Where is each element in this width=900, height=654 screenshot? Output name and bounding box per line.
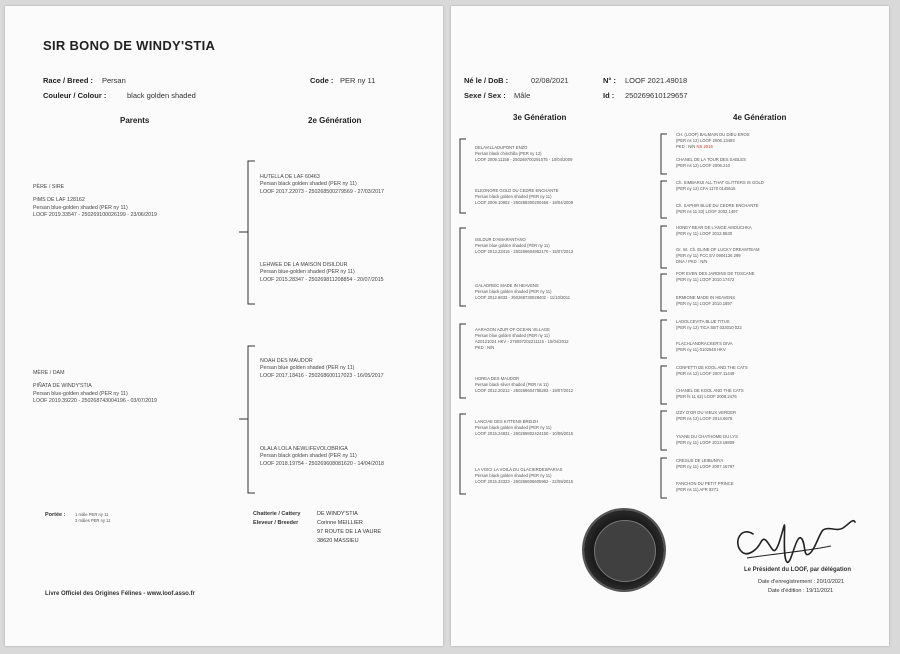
gen4-name: CHANEL DE LA TOUR DES SABLES (676, 157, 746, 162)
id-value: 250269610129657 (625, 91, 688, 100)
gen4-name: CH. (LOOF) BALMAIN DU DIEU EROS (676, 132, 750, 137)
eleveur-label: Eleveur / Breeder (253, 520, 299, 526)
gen4-name: IZZY D'OR DU VIEUX VERGER (676, 410, 737, 415)
gen4-reg: (PER ns 12) LOOF 2006.13493 (676, 138, 735, 143)
chatterie-value: DE WINDY'STIA (317, 511, 358, 517)
gen3-reg: LOOF 2012.20212 - 250269604758283 - 19/07/2012 (475, 388, 574, 393)
date-enregistrement: Date d'enregistrement : 20/10/2021 (758, 579, 845, 585)
portee-label: Portée : (45, 512, 66, 518)
number-label: N° : (603, 76, 616, 85)
breeder-name: Corinne MEILLIER (317, 520, 363, 526)
gen4-reg: (PER ns 11) AFR 9271 (676, 487, 719, 492)
breeder-city: 38620 MASSIEU (317, 538, 359, 544)
portee-line: 1 mâle PER ny 11 (75, 512, 109, 517)
sexe-label: Sexe / Sex : (464, 91, 506, 100)
couleur-label: Couleur / Colour : (43, 91, 107, 100)
gen3-desc: Persan black silver shaded (PER ns 11) (475, 382, 549, 387)
gen4-reg: (PER ny 11) LOOF 2013.19809 (676, 440, 735, 445)
cat-name-title: SIR BONO DE WINDY'STIA (43, 38, 216, 53)
id-label: Id : (603, 91, 615, 100)
gen4-pkd-text: PKD : N/N (676, 144, 696, 149)
gen4-reg: (PER ny 11) LOOF 2010.17472 (676, 277, 735, 282)
breeder-address: 97 ROUTE DE LA VAURE (317, 529, 382, 535)
code-value: PER ny 11 (340, 76, 376, 85)
gen2-desc: Persan blue-golden shaded (PER ny 11) (260, 269, 355, 276)
dam-name: PIÑATA DE WINDY'STIA (33, 383, 92, 390)
gen3-desc: Persan blue golden shaded (PER ny 11) (475, 333, 550, 338)
gen3-pkd: PKD : N/N (475, 345, 495, 350)
gen3-name: AARAGON AZUR OF OCEAN VILLAGE (475, 327, 550, 332)
gen2-name: OLALA LOLA NEWLIFEVOLOBRIGA (260, 446, 348, 452)
dam-reg: LOOF 2019.39220 - 250268743004196 - 03/07/2019 (33, 398, 157, 405)
gen3-reg: LOOF 2009.10902 - 250268300200456 - 18/04/2009 (475, 200, 574, 205)
gen4-reg: (PER ny 12) TICA SBT 033010 022 (676, 325, 742, 330)
gen4-name: LADOLCEVITA BLUE TITUS (676, 319, 730, 324)
chatterie-label: Chatterie / Cattery (253, 511, 301, 517)
dob-value: 02/08/2021 (531, 76, 569, 85)
gen4-reg: (PER ny 11) FCC EV 0904126 299 (676, 253, 741, 258)
gen2-desc: Persan blue golden shaded (PER ny 11) (260, 365, 355, 372)
gen3-name: DELAVILLADUPONT ENZO (475, 145, 528, 150)
left-bracket-lines (5, 6, 443, 646)
date-edition: Date d'édition : 19/11/2021 (768, 588, 834, 594)
pedigree-left-page (5, 6, 443, 646)
sire-name: PiMS DE LAF 128162 (33, 197, 85, 204)
sire-desc: Persan blue-golden shaded (PER ny 11) (33, 204, 128, 211)
header-gen2: 2e Génération (308, 116, 362, 125)
gen3-name: LA VOICI LA VOILÀ DU GLACIERDESPARIAS (475, 467, 563, 472)
gen2-reg: LOOF 2015.28347 - 250269811208854 - 20/07/2015 (260, 276, 384, 283)
gen4-reg: (PER ny 11) LOOF 2012.8530 (676, 231, 733, 236)
gen4-reg: (PER ns 11 33) LOOF 2002.1497 (676, 209, 738, 214)
gen4-dna: DNA / PKD : N/N (676, 259, 708, 264)
gen3-desc: Persan black golden shaded (PER ny 11) (475, 194, 552, 199)
gen4-reg: (PER ny 12) CFA 1170 0145515 (676, 186, 736, 191)
gen2-reg: LOOF 2017.22073 - 250268500279569 - 27/03/2017 (260, 188, 384, 195)
race-value: Persan (102, 76, 126, 85)
portee-values (75, 512, 111, 524)
president-caption: Le Président du LOOF, par délégation (744, 567, 852, 573)
gen2-desc: Persan black golden shaded (PER ny 11) (260, 453, 357, 460)
dam-desc: Persan blue-golden shaded (PER ny 11) (33, 390, 128, 397)
sire-role: PÈRE / SIRE (33, 184, 65, 190)
gen4-name: FLACHLANDRACKER'S DIVA (676, 341, 733, 346)
cattery-labels (253, 510, 300, 528)
gen2-entry (260, 174, 384, 196)
gen4-reg: (PER ny 11) 0102548 HKV (676, 347, 726, 352)
livre-officiel: Livre Officiel des Origines Félines - www.loof.asso.fr (45, 591, 195, 597)
gen4-name: FOR EVEN DES JARDINS DE TOSCANE (676, 271, 755, 276)
header-gen4: 4e Génération (733, 113, 787, 122)
gen4-reg: (PER ny 11) LOOF 2010.1697 (676, 301, 733, 306)
cattery-values (317, 510, 381, 546)
gen2-entry (260, 262, 384, 284)
gen4-name: FANCHON DU PETIT PRINCE (676, 481, 734, 486)
gen4-pkd-red: NS 2016 (696, 144, 713, 149)
gen4-name: Ch. SIMBARIJI ALL THAT GLITTERS IS GOLD (676, 180, 764, 185)
gen3-reg: A20121024 HKV - 276097202211115 - 15/04/2012 (475, 339, 569, 344)
gen4-reg: (PER fs 11 62) LOOF 2008.2476 (676, 394, 737, 399)
gen4-reg: (PER ns 12) LOOF 2014.6678 (676, 416, 733, 421)
header-gen3: 3e Génération (513, 113, 567, 122)
number-value: LOOF 2021.49018 (625, 76, 688, 85)
gen3-name: ELEONORE GOLD DU CEDRE ENCHANTE (475, 188, 559, 193)
gen2-reg: LOOF 2017.18416 - 250268600117023 - 16/05/2017 (260, 372, 384, 379)
gen2-entry (260, 358, 384, 380)
pedigree-right-page (451, 6, 889, 646)
president-signature (451, 6, 889, 646)
sire-reg: LOOF 2019.33547 - 250269100026199 - 23/06/2019 (33, 212, 157, 219)
gen3-name: HOREA DES MAUDOR (475, 376, 520, 381)
gen3-reg: LOOF 2015.24831 - 250269802424150 - 10/06/2015 (475, 431, 574, 436)
gen4-name: HONEY BEAR DE L'ANGE AMOUCHKA (676, 225, 752, 230)
gen4-name: CHANEL DE KOOL AND THE CATS (676, 388, 744, 393)
code-label: Code : (310, 76, 334, 85)
gen3-reg: LOOF 2009.11158 - 250269700291075 - 10/04/2009 (475, 157, 573, 162)
gen4-reg: (PER ny 11) LOOF 2007.16797 (676, 464, 735, 469)
gen2-name: LEHWEE DE LA MAISON DISILDUR (260, 262, 348, 268)
gen3-desc: Persan blue golden shaded (PER ny 11) (475, 243, 550, 248)
gen3-name: ISILDUR D'AMARANTANO (475, 237, 526, 242)
gen3-desc: Persan black golden shaded (PER ny 11) (475, 473, 552, 478)
gen2-entry (260, 446, 384, 468)
portee-line: 3 mâles PER ny 11 (75, 518, 111, 523)
race-label: Race / Breed : (43, 76, 94, 85)
gen4-name: Ch. SAPHIR BLUE DU CEDRE ENCHANTE (676, 203, 759, 208)
gen4-reg: (PER ns 12) LOOF 2006.210 (676, 163, 730, 168)
gen3-reg: LOOF 2012.6833 - 250268730028402 - 11/10/2011 (475, 295, 571, 300)
gen4-name: YVANE DU CHATHOME DU LYS (676, 434, 738, 439)
gen4-reg: (PER ns 12) LOOF 2007.11449 (676, 371, 735, 376)
gen2-reg: LOOF 2018.19754 - 250269608081620 - 14/04/2018 (260, 460, 384, 467)
dob-label: Né le / DoB : (464, 76, 509, 85)
gen3-desc: Persan black golden shaded (PER ny 11) (475, 425, 552, 430)
gen2-desc: Persan black golden shaded (PER ny 11) (260, 181, 357, 188)
gen4-name: CRESUS DE LEIBUNIYA (676, 458, 724, 463)
gen3-desc: Persan black golden shaded (PER ny 11) (475, 289, 552, 294)
gen2-name: HUTELLA DE LAF 60463 (260, 174, 320, 180)
gen3-name: GALADRIEC MADE IN HEAVENS (475, 283, 539, 288)
gen4-name: Gr. Int. Ch. ELINE OF LUCKY DREAMTEAM (676, 247, 760, 252)
gen3-reg: LOOF 2015.33323 - 250269606605962 - 22/09/2015 (475, 479, 574, 484)
dam-role: MÈRE / DAM (33, 370, 65, 376)
gen3-reg: LOOF 2013.23416 - 250269604952170 - 15/07/2013 (475, 249, 574, 254)
gen3-name: LANCIAE DES KITTENS BREIZH (475, 419, 539, 424)
gen4-name: CONFETTI DE KOOL AND THE CATS (676, 365, 748, 370)
gen4-name: ERMIONE MADE IN HEAVENS (676, 295, 736, 300)
header-parents: Parents (120, 116, 150, 125)
gen2-name: NOAH DES MAUDOR (260, 358, 313, 364)
gen3-desc: Persan black chinchilla (PER ny 12) (475, 151, 542, 156)
couleur-value: black golden shaded (127, 91, 196, 100)
sexe-value: Mâle (514, 91, 531, 100)
